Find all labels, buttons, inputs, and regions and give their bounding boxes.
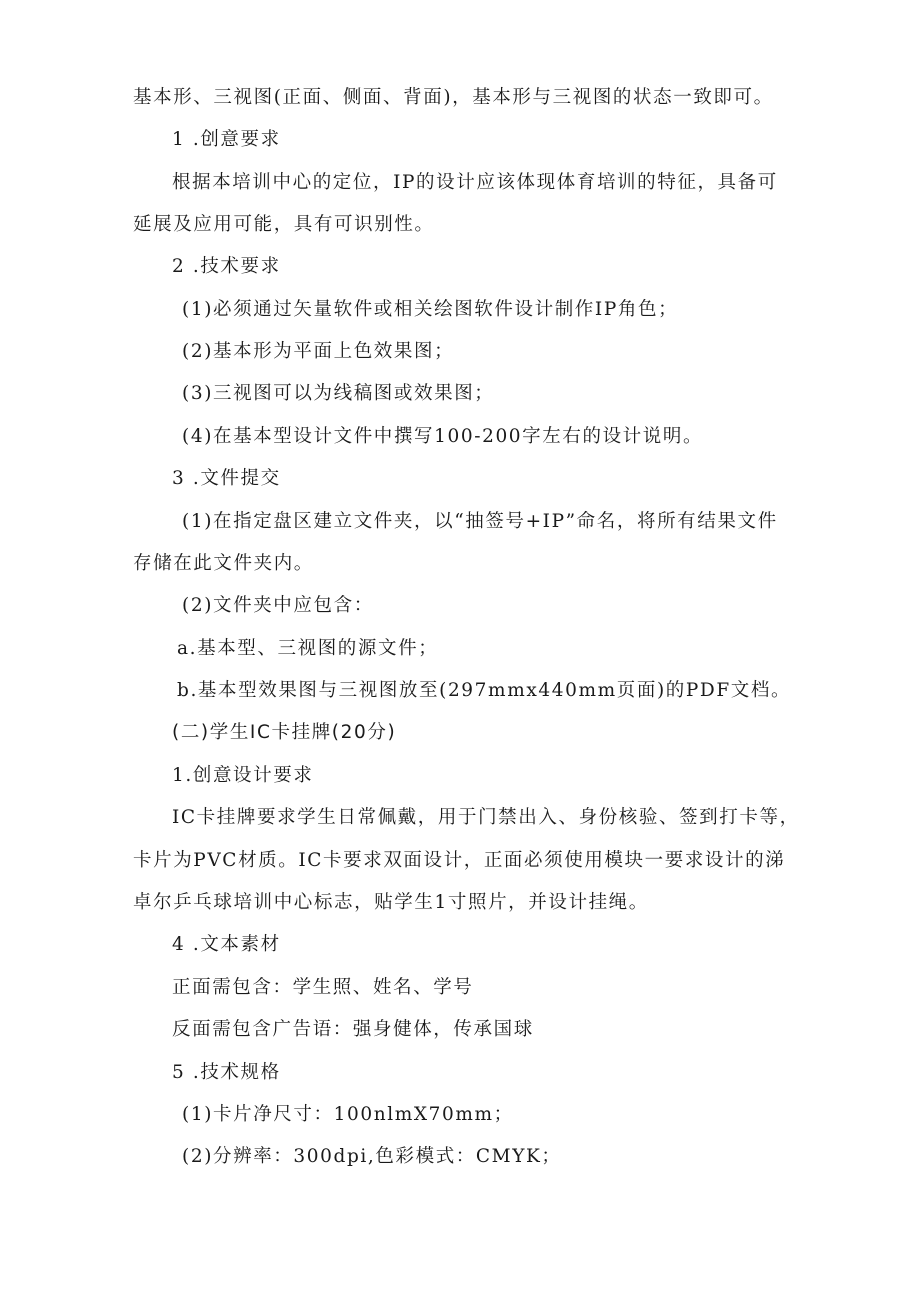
paragraph-line: 根据本培训中心的定位，IP的设计应该体现体育培训的特征，具备可 (172, 172, 778, 193)
list-item: (3)三视图可以为线稿图或效果图； (182, 383, 495, 404)
list-item: (1)在指定盘区建立文件夹，以“抽签号+IP”命名，将所有结果文件 (182, 511, 778, 532)
section-heading: 5 .技术规格 (172, 1062, 281, 1083)
paragraph-line: 卡片为PVC材质。IC卡要求双面设计，正面必须使用模块一要求设计的涕 (133, 850, 786, 871)
section-heading: 1 .创意要求 (172, 129, 281, 150)
section-heading: 1.创意设计要求 (172, 765, 314, 786)
paragraph-line: 基本形、三视图(正面、侧面、背面)，基本形与三视图的状态一致即可。 (133, 87, 774, 108)
paragraph-line: 卓尔乒乓球培训中心标志，贴学生1寸照片，并设计挂绳。 (133, 892, 649, 913)
paragraph-line: 存储在此文件夹内。 (133, 553, 314, 574)
section-heading: (二)学生IC卡挂牌(20分) (172, 722, 397, 743)
section-heading: 3 .文件提交 (172, 468, 281, 489)
paragraph-line: 反面需包含广告语：强身健体，传承国球 (172, 1019, 534, 1040)
paragraph-line: 正面需包含：学生照、姓名、学号 (172, 977, 474, 998)
list-item: (1)卡片净尺寸：100nlmX70mm； (182, 1104, 514, 1125)
list-item: b.基本型效果图与三视图放至(297mmx440mm页面)的PDF文档。 (177, 680, 792, 701)
list-item: (2)文件夹中应包含： (182, 595, 374, 616)
list-item: a.基本型、三视图的源文件； (177, 638, 439, 659)
section-heading: 2 .技术要求 (172, 256, 281, 277)
list-item: (4)在基本型设计文件中撰写100-200字左右的设计说明。 (182, 426, 704, 447)
list-item: (2)基本形为平面上色效果图； (182, 341, 455, 362)
paragraph-line: 延展及应用可能，具有可识别性。 (133, 214, 435, 235)
paragraph-line: IC卡挂牌要求学生日常佩戴，用于门禁出入、身份核验、签到打卡等， (172, 807, 800, 828)
list-item: (1)必须通过矢量软件或相关绘图软件设计制作IP角色； (182, 299, 679, 320)
list-item: (2)分辨率：300dpi,色彩模式：CMYK； (182, 1146, 562, 1167)
section-heading: 4 .文本素材 (172, 934, 281, 955)
